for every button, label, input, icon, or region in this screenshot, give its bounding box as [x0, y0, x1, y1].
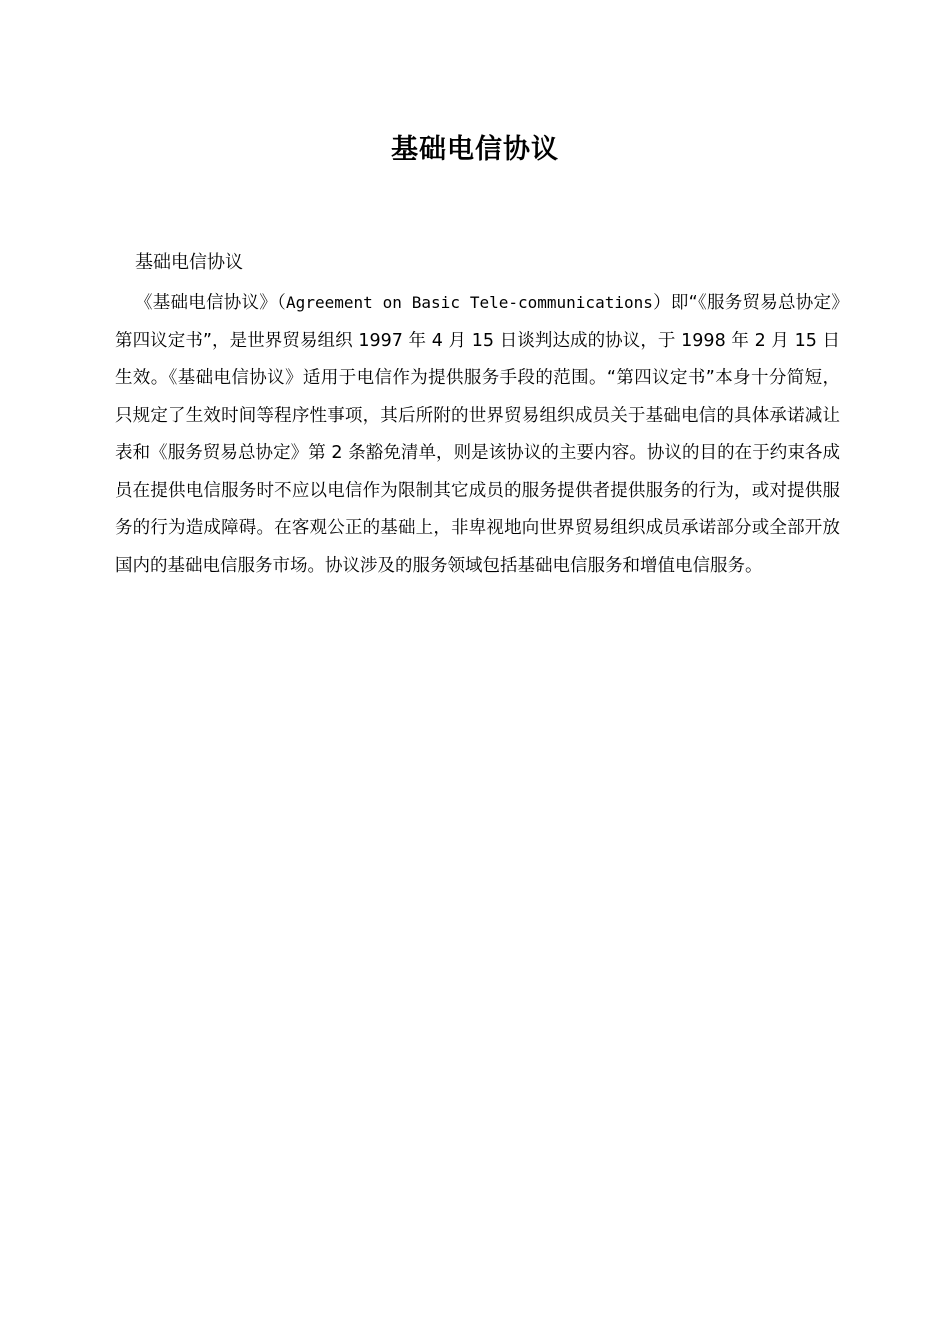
paragraph-text-start: 《基础电信协议》（ — [135, 293, 287, 313]
section-heading: 基础电信协议 — [135, 252, 243, 273]
document-title: 基础电信协议 — [391, 134, 559, 165]
paragraph-text-rest: ）即“《服务贸易总协定》第四议定书”，是世界贸易组织 1997 年 4 月 15 日谈判达成的协议，于 1998 年 2 月 15 日生效。《基础电信协议》适用于电信作为提供服务手段的范围。“第四议定书”本身十分简短，只规定了生效时间等程序性事项，其后所附的世界贸易组织成员关于基础电信的具体承诺减让表和《服务贸易总协定》第 2 条豁免清单，则是该协议的主要内容。协议的目的在于约束各成员在提供电信服务时不应以电信作为限制其它成员的服务提供者提供服务的行为，或对提供服务的行为造成障碍。在客观公正的基础上，非卑视地向世界贸易组织成员承诺部分或全部开放国内的基础电信服务市场。协议涉及的服务领域包括基础电信服务和增值电信服务。 — [115, 293, 840, 576]
body-paragraph — [115, 284, 840, 585]
english-agreement-name: Agreement on Basic Tele-communications — [286, 293, 653, 312]
